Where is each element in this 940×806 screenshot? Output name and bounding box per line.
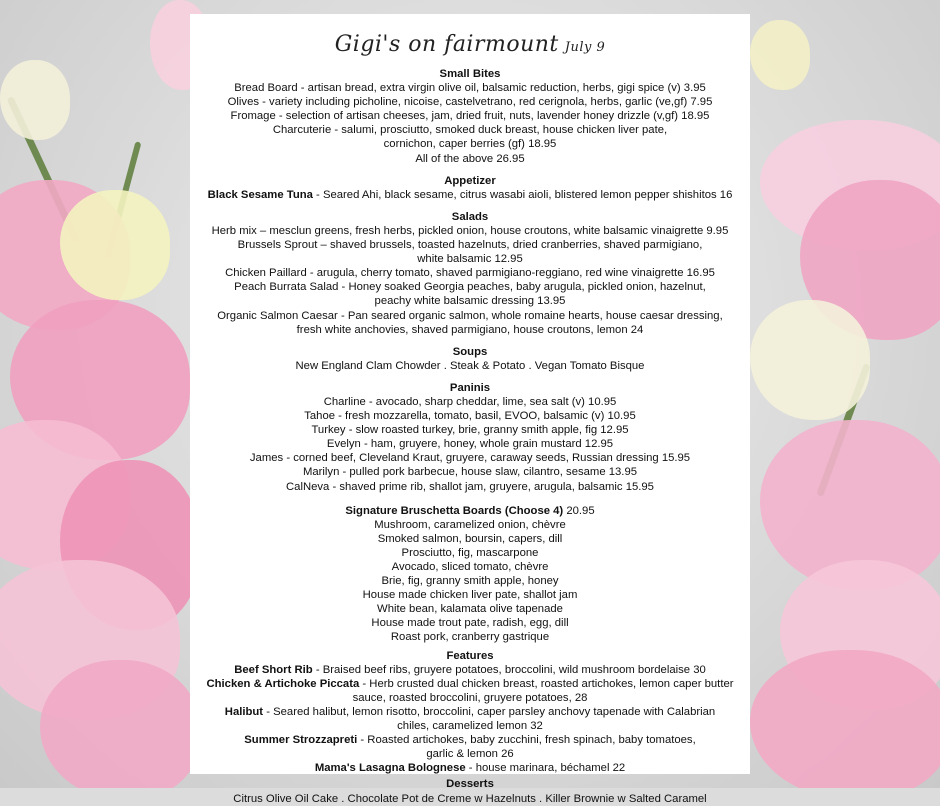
- item-name: Halibut: [224, 705, 264, 718]
- menu-item: [190, 188, 750, 202]
- menu-line: peachy white balsamic dressing 13.95: [374, 295, 566, 308]
- menu-line: House made trout pate, radish, egg, dill: [371, 617, 569, 630]
- menu-date: July 9: [564, 40, 606, 55]
- item-name: Black Sesame Tuna: [207, 188, 313, 201]
- section-heading-desserts: Desserts: [446, 778, 494, 791]
- salads-list: [190, 224, 750, 337]
- menu-line: Roast pork, cranberry gastrique: [390, 631, 550, 644]
- restaurant-name: Gigi's on fairmount: [334, 32, 559, 57]
- menu-line: Marilyn - pulled pork barbecue, house slaw, cilantro, sesame 13.95: [302, 466, 638, 479]
- menu-line: white balsamic 12.95: [417, 253, 523, 266]
- menu-line: Charline - avocado, sharp cheddar, lime, sea salt (v) 10.95: [323, 395, 617, 408]
- menu-line: Citrus Olive Oil Cake . Chocolate Pot de Creme w Hazelnuts . Killer Brownie w Salted Caramel: [233, 792, 707, 805]
- menu-line: Evelyn - ham, gruyere, honey, whole grain mustard 12.95: [326, 438, 614, 451]
- menu-item: [190, 677, 750, 691]
- menu-line: Brussels Sprout – shaved brussels, toasted hazelnuts, dried cranberries, shaved parmigiano,: [237, 239, 703, 252]
- section-heading-bruschetta: [190, 504, 750, 518]
- item-description: - Seared halibut, lemon risotto, broccolini, caper parsley anchovy tapenade with Calabrian: [263, 705, 716, 718]
- menu-line: White bean, kalamata olive tapenade: [377, 603, 563, 616]
- menu-item: [190, 663, 750, 677]
- menu-item: [190, 705, 750, 719]
- item-name: Mama's Lasagna Bolognese: [314, 762, 466, 775]
- item-name: Summer Strozzapreti: [244, 734, 358, 747]
- menu-line: All of the above 26.95: [415, 152, 525, 165]
- menu-line: Tahoe - fresh mozzarella, tomato, basil, EVOO, balsamic (v) 10.95: [304, 410, 636, 423]
- menu-item: [190, 761, 750, 775]
- item-description: - Seared Ahi, black sesame, citrus wasabi aioli, blistered lemon pepper shishitos 16: [312, 188, 733, 201]
- menu-line: Organic Salmon Caesar - Pan seared organic salmon, whole romaine hearts, house caesar dressing,: [217, 309, 723, 322]
- menu-line: cornichon, caper berries (gf) 18.95: [383, 138, 557, 151]
- menu-line: Chicken Paillard - arugula, cherry tomato, shaved parmigiano-reggiano, red wine vinaigrette 16.95: [225, 267, 715, 280]
- menu-line: Smoked salmon, boursin, capers, dill: [377, 532, 563, 545]
- small-bites-list: [190, 81, 750, 166]
- item-description: - Herb crusted dual chicken breast, roasted artichokes, lemon caper butter: [359, 677, 734, 690]
- menu-line: Prosciutto, fig, mascarpone: [401, 546, 539, 559]
- menu-line: fresh white anchovies, shaved parmigiano, house croutons, lemon 24: [296, 323, 644, 336]
- menu-line: Herb mix – mesclun greens, fresh herbs, pickled onion, house croutons, white balsamic vinaigrette 9.95: [211, 224, 729, 237]
- menu-line: Peach Burrata Salad - Honey soaked Georgia peaches, baby arugula, pickled onion, hazelnut,: [234, 281, 706, 294]
- menu-line: James - corned beef, Cleveland Kraut, gruyere, caraway seeds, Russian dressing 15.95: [249, 452, 691, 465]
- menu-card: [190, 14, 750, 805]
- menu-item-continued: sauce, roasted broccolini, gruyere potatoes, 28: [352, 691, 588, 704]
- menu-line: Turkey - slow roasted turkey, brie, granny smith apple, fig 12.95: [311, 424, 629, 437]
- menu-line: Charcuterie - salumi, prosciutto, smoked duck breast, house chicken liver pate,: [272, 124, 668, 137]
- section-heading-paninis: Paninis: [449, 381, 491, 394]
- paninis-list: [190, 395, 750, 494]
- bruschetta-price: 20.95: [563, 504, 595, 517]
- menu-line: House made chicken liver pate, shallot jam: [362, 589, 578, 602]
- menu-title: [190, 26, 750, 70]
- menu-line: Brie, fig, granny smith apple, honey: [381, 575, 559, 588]
- item-description: - Braised beef ribs, gruyere potatoes, broccolini, wild mushroom bordelaise 30: [312, 663, 706, 676]
- menu-line: Olives - variety including picholine, nicoise, castelvetrano, red cerignola, herbs, garlic (ve,gf) 7.95: [227, 96, 713, 109]
- menu-line: Avocado, sliced tomato, chèvre: [391, 561, 549, 573]
- menu-line: Mushroom, caramelized onion, chèvre: [374, 518, 566, 531]
- features-list: [190, 663, 750, 776]
- item-description: - house marinara, béchamel 22: [465, 762, 626, 775]
- section-heading-features: Features: [446, 649, 494, 662]
- item-description: - Roasted artichokes, baby zucchini, fresh spinach, baby tomatoes,: [357, 734, 696, 747]
- menu-line: Bread Board - artisan bread, extra virgin olive oil, balsamic reduction, herbs, gigi spice (v) 3.95: [234, 82, 706, 95]
- item-name: Chicken & Artichoke Piccata: [206, 677, 360, 690]
- section-heading-salads: Salads: [451, 210, 489, 223]
- menu-line: New England Clam Chowder . Steak & Potato . Vegan Tomato Bisque: [295, 359, 645, 372]
- menu-item-continued: chiles, caramelized lemon 32: [397, 720, 543, 733]
- section-heading-soups: Soups: [452, 345, 488, 358]
- menu-line: CalNeva - shaved prime rib, shallot jam, gruyere, arugula, balsamic 15.95: [286, 480, 654, 493]
- item-name: Beef Short Rib: [234, 663, 313, 676]
- menu-item-continued: garlic & lemon 26: [426, 748, 514, 761]
- menu-item: [190, 733, 750, 747]
- section-heading-appetizer: Appetizer: [444, 174, 496, 187]
- bruschetta-heading: Signature Bruschetta Boards (Choose 4): [345, 504, 564, 517]
- menu-line: Fromage - selection of artisan cheeses, jam, dried fruit, nuts, lavender honey drizzle (v,gf) 18.95: [230, 110, 710, 123]
- section-heading-small-bites: Small Bites: [439, 68, 501, 80]
- bruschetta-list: [190, 518, 750, 645]
